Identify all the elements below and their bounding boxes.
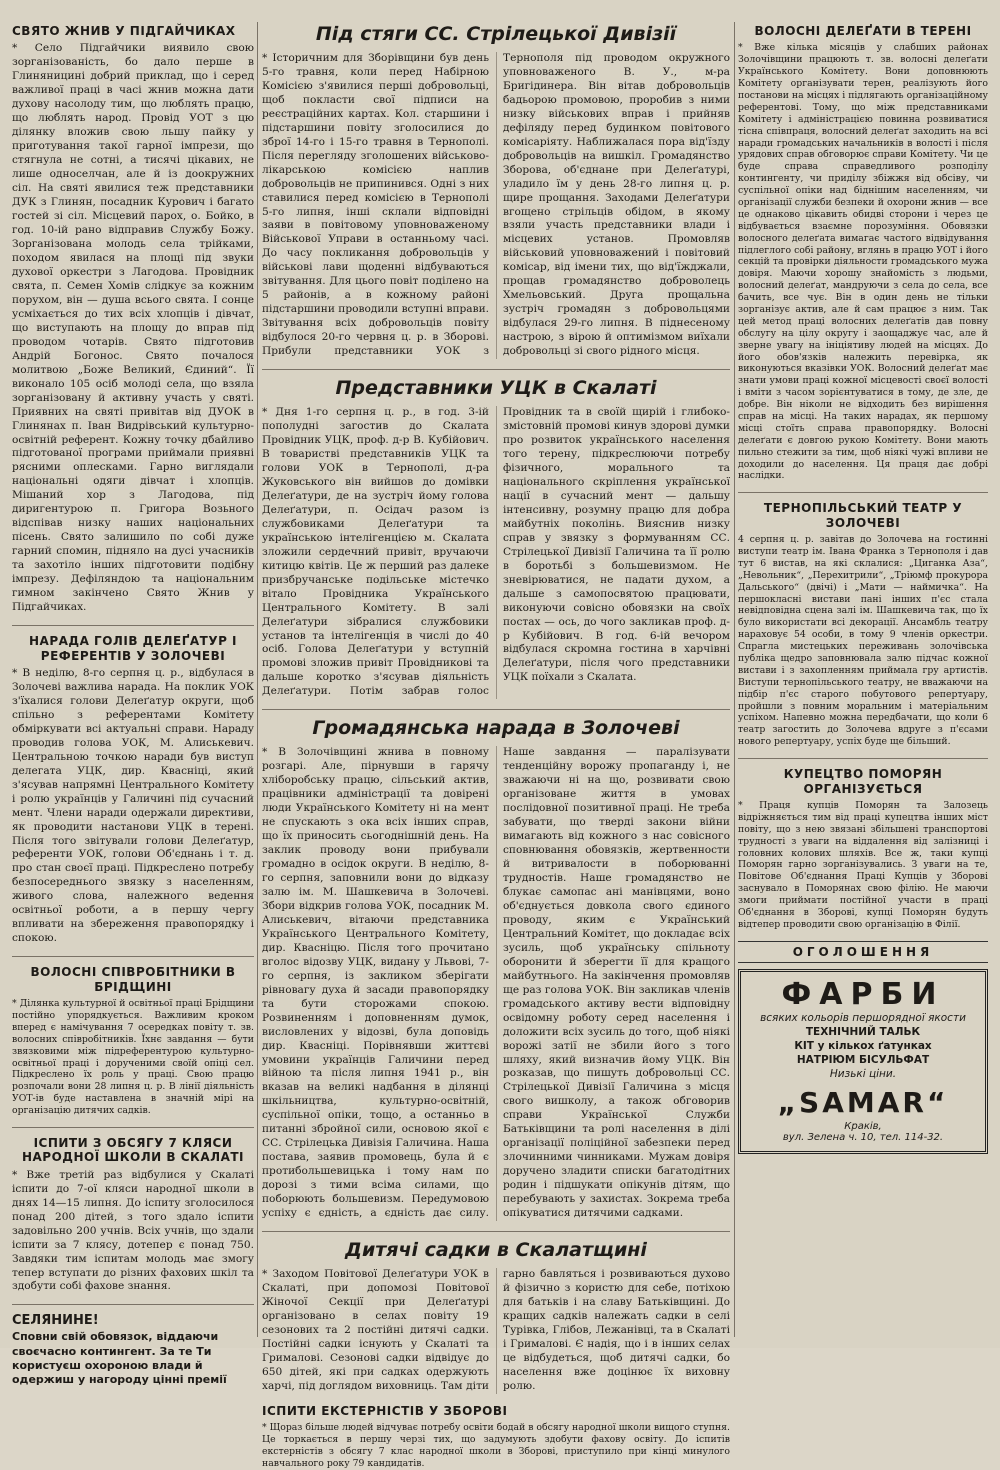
article-title: ВОЛОСНІ СПІВРОБІТНИКИ В БРІДЩИНІ [30,965,236,994]
divider [262,1231,730,1232]
article-external-exams [262,1404,730,1470]
article-body: * Вже кілька місяців у слабших районах Золочівщини працюють т. зв. волосні делеґати Українського Комітету. Вони доповнюють Комітету організувати терен, реалізують його постанови на місцях і підлягають організаційному референтові. Тому, що між представниками Комітету і адміністрацією повинна розвиватися тісна співпраця, волосний делеґат заходить на всі наради громадських начальників в волості і після урядових справ обговорює справи Комітету. Чи це буде справа справедливого розподілу контингенту, чи приділу збіжжя від обсіву, чи суспільної опіки над біднішим населенням, чи організації служби безпеки й охорони жнив — все це однаково цікавить обидві сторони і через це відбувається взаємне порозуміння. Обовязки волосного делеґата вимагає частого відвідування підлеглого собі району, вглянь в працю УОТ і його секцій та провірки діяльности громадського мужа довіря. Маючи хорошу знайомість з людьми, волосний делеґат, мандруючи з села до села, все бачить, все чує. Він в один день не тільки зорганізує актив, але й сам працює з ним. Так цей метод праці волосних делеґатів дав повну обслугу на цілу округу і заощаджує час, але й зверне увагу на ініціятиву людей на місцях. До його обов'язків належить перевірка, як виконуються вказівки УОК. Волосний делеґат має знати умови праці кожної місцевості своєї волості і вміти з часом зорієнтуватися в тому, де зле, де добре. Він ніколи не відходить без вирішення справ на місці. На таких нарадах, як першому місці стоїть справа правопорядку. Волосні делеґати є довгою рукою Комітету. Вони мають пильно стежити за тим, щоб ніякі чужі впливи не доходили до населення. Ця праця дає добрі наслідки. [738,42,988,482]
divider [12,1127,254,1128]
column-divider [734,22,735,1337]
ad-address: вул. Зелена ч. 10, тел. 114-32. [782,1131,944,1143]
notice-title: СЕЛЯНИНЕ! [12,1313,99,1329]
ad-line: всяких кольорів першорядної якости [760,1011,966,1024]
article-ternopil-theatre [738,501,988,748]
ad-title: ФАРБИ [781,976,945,1012]
divider [12,1304,254,1305]
article-meeting-zolochiv [12,634,254,946]
article-exams-skalat [12,1136,254,1295]
article-harvest-festival [12,24,254,615]
divider [262,369,730,370]
article-body: * Ділянка культурної й освітньої праці Брідщини постійно упорядкується. Важливим кроком вперед є намічування 7 осередках повіту т. зв. волосних співробітників. Їхнє завдання — бути звязковими між підреферентурою культурно-освітньої праці і дорученими своїй опіці сел. Підкреслено їх роль у праці. Свою працю розпочали вони 28 липня ц. р. В лінії діяльність УОТ-ів буде наставлена в значній мірі на організацію дитячих садків. [12,998,254,1117]
ad-city: Краків, [844,1120,882,1132]
article-headline: Під стяги СС. Стрілецької Дивізії [315,23,677,45]
article-body: * Заходом Повітової Делеґатури УОК в Скалаті, при допомозі Повітової Жіночої Секції при Делеґатурі організовано в селах повіту 19 сезонових та 2 постійні дитячі садки. Постійні садки існують у Скалаті та Грималові. Сезонові садки відвідує до 650 дітей, які при садках одержують харчі, під доглядом виховниць. Там діти гарно бавляться і розвиваються духово й фізично з користю для себе, потіхою для батьків і на славу Батьківщині. До кращих садків належать садки в селі Турівка, Глібов, Лежанівці, та в Скалаті і Грималові. Є надія, що і в інших селах це відбудеться, щоб дитячі садки, бо населення вже доцінює їх виховну ролю. [262,1267,730,1392]
article-body: * Щораз більше людей відчуває потребу освіти бодай в обсягу народної школи вищого ступня. Це торкається в першу черзі тих, що задумують здобути фахову освіту. До іспитів екстерністів з обсягу 7 клас народної школи в Зборові, приступило при кінці минулого навчального року 79 кандидатів. [262,1422,730,1469]
article-pomoriany-merchants [738,767,988,931]
divider [738,758,988,759]
article-headline: Дитячі садки в Скалатщині [345,1239,647,1262]
article-body: * Село Підгайчики виявило свою зорганізованість, бо дало перше в Глиняницині добрий приклад, що і серед важливої праці в часі жнив можна дати духову насолоду тим, що люблять працю, що люблять народ. Провід УОТ з цю ділянку вложив свою льшу пайку у приготування такої гарної імпрези, що стягнула не сотні, а тисячі цікавих, не лише односелчан, але й із доокружних сіл. На святі явилися теж представники ДУК з Глинян, посадник Курович і багато гостей зі сіл. Місцевий парох, о. Бойко, в год. 10-ій рано відправив Службу Божу. Зорганізована молодь села трійками, походом явилася на площі під звуки духової оркестри з Лагодова. Провідник свята, п. Семен Хомів слідкує за кожним порухом, він — душа всього свята. І сонце усміхається до тих всіх хлопців і дівчат, що виступають на площу до вправ під проводом чотарів. Свято підготовив Андрій Богонос. Свято почалося молитвою „Боже Великий, Єдиний“. Її виконало 105 осіб молоді села, що взяла зорганізовану й активну участь у святі. Приявних на святі привітав від ДУОК в Глинянах п. Іван Видрівський культурно-освітній референт. Кожну точку дбайливо підготованої програми приймали приявні рясними оплесками. Гарно виглядали національні одяги дівчат і хлопців. Мішаний хор з Лагодова, під диригентурою п. Григора Возьного відспівав низку наших національних пісень. Свято залишило по собі дуже гарний спомин, підняло на дусі учасників та захотіло інших підготовити подібну імпрезу. Дефіляндою та національним гимном закінчено Свято Жнив у Підгайчиках. [12,42,254,614]
article-body: * Праця купців Поморян та Залозець відріжняється тим від праці купецтва інших міст повіту, що з нею звязані збільшені транспортові трудності з уваги на віддалення від залізниці і головних колових шляхів. Все ж, таки купці Поморян гарно зорганізувались. З уваги на те, Повітове Об'єднання Праці Купців у Зборові заснувало в Поморянах свою філію. Не маючи змоги приймати постійної участи в праці Об'єднання в Зборові, купці Поморян будуть відтепер проводити свою організацію в Філії. [738,799,988,930]
divider [12,956,254,957]
ad-line: НАТРІЮМ БІСУЛЬФАТ [796,1054,930,1067]
ad-line: ТЕХНІЧНИЙ ТАЛЬК [805,1025,921,1038]
notice-peasant [12,1313,254,1387]
article-civic-meeting [262,718,730,1221]
article-brody-workers [12,965,254,1117]
advertisement-samar [738,969,988,1154]
article-title: КУПЕЦТВО ПОМОРЯН ОРГАНІЗУЄТЬСЯ [783,767,943,796]
divider [738,492,988,493]
article-body: * В неділю, 8-го серпня ц. р., відбулася в Золочеві важлива нарада. На поклик УОК з'їхалися голови Делеґатур округи, щоб спільно з референтами Комітету обміркувати всі актуальні справи. Нараду проводив голова УОК, М. Алиськевич. Центральною точкою наради був виступ делегата УЦК, дир. Кваснiці, який з'ясував напрямні Центрального Комітету і ролю українців у Галичині під сучасний мент. Члени наради одержали директиви, як проводити настанови УЦК в терені. Після того звітували голови Делеґатур, референти УОК, голови Об'єднань і т. д. про стан своєї праці. Підкреслено потребу безпосереднього звязку з населенням, живого слова, належного ведення освітньої роботи, а в першу чергу впливати на збереження правопорядку і спокою. [12,666,254,945]
article-body: 4 серпня ц. р. завітав до Золочева на гостинні виступи театр ім. Івана Франка з Тернополя і дав тут 6 вистав, на які склалися: „Циганка Аза“, „Невольник“, „Перехитрили“, „Тріюмф прокурора Дальського“ (двічі) і „Мати — наймичка“. На першокласні вистави пані інших п'єс стала невідповідна сцена залі ім. Шашкевича так, що їх було використати всі декорації. Ансамбль театру нараховує 54 особи, в тому 9 членів оркестри. Спрагла мистецьких переживань золочівська публіка щедро заповнювала залю підчас кожної вистави і з захопленням приймала гру артистів. Виступи тернопільського театру, не вважаючи на підбір п'єс старого побутового репертуару, пройшли з повним моральним і матеріальним успіхом. Напевно можна передбачати, що коли 6 театр загостить до Золочева вдруге з п'єсами нового репертуару, успіх буде ще більший. [738,534,988,748]
article-body: * В Золочівщині жнива в повному розгарі. Але, пірнувши в гарячу хліборобську працю, сільський актив, працівники адміністрації та довірені люди Українського Комітету ні на мент не спускають з ока всіх інших справ, що їх приносить сьогоднішній день. На заклик проводу вони прибували громадно в осідок округи. В неділю, 8-го серпня, заповнили вони до відказу залю ім. М. Шашкевича в Золочеві. Збори відкрив голова УОК, посадник М. Алиськевич, вітаючи представника Українського Центрального Комітету, дир. Кваснiцю. Після того прочитано вголос відозву УЦК, видану у Львові, 7-го серпня, із закликом зберігати рівновагу духа й засади правопорядку та бути сторожами спокою. Розвиненням і доповненням думок, висловлених у відозві, була доповідь дир. Кваснiці. Порівнявши життєві умовини українців Галичини перед війною та після липня 1941 р., він вказав на великі надбання в ділянці шкільництва, культурно-освітній, суспільної опіки, тощо, а останньо в питанні збройної сили, основою якої є СС. Стрілецька Дивізія Галичина. Наша постава, заявив промовець, була й є протибольшевицька і тому нам по дорозі з тими всіма силами, що поборюють большевизм. Передумовою успіху є єдність, а єдність дає силу. Наше завдання — паралізувати тенденційну ворожу пропаганду і, не звaжаючи ні на що, розвивати свою організоване життя в умовах послідовної позитивної праці. Не треба забувати, що тверді закони війни вимагають від кожного з нас совісного сповнювання обовязків, жертвенности й витривалости в поборюванні трудностів. Наше громадянство не блукає самопас ані манівцями, воно об'єднується довкола свого єдиного проводу, яким є Український Центральний Комітет, що докладає всіх зусиль, щоб українську спільноту оборонити й зберегти її для кращого майбутнього. На закінчення промовляв ще раз голова УОК. Він закликав членів громадського активу вести відповідну освідомну роботу серед населення і доложити всіх зусиль до того, щоб ніякі ворожі затії не збили його з того шляху, який визначив йому УЦК. Він розказав, що пишуть добровольці СС. Стрілецької Дивізії Галичина з місця свого вишколу, а також обговорив справи Української Служби Батьківщини та ролі населення в ділі організації поліційної забезпеки перед злочинними чинниками. Мужам довіря доручено зладити списки багатодітних родин і підшукати опікунів дітям, що перебувають у захистах. Зокрема треба опікуватися дитячими садками. [262,746,730,1220]
article-title: СВЯТО ЖНИВ У ПІДГАЙЧИКАХ [12,24,236,38]
divider [262,709,730,710]
article-body: * Дня 1-го серпня ц. р., в год. 3-ій пополудні загостив до Скалата Провідник УЦК, проф. д-р В. Кубійович. В товаристві представників УЦК та голови УОК в Тернополі, д-ра Жуковського він вийшов до домівки Делеґатури, де на зустріч йому голова Делеґатури, п. Осідач разом із службовиками Делеґатури та українською інтелігенцією м. Скалата зложили сердечний привіт, вручаючи китицю квітів. Це ж перший раз далеке призбручанське подільське містечко вітало Провідника Українського Центрального Комітету. В залі Делеґатури зібралися службовики установ та інтелігенція в числі до 40 осіб. Голова Делеґатури у вступній промові зложив привіт Провідникові та дальше коротко з'ясував діяльність Делеґатури. Потім забрав голос Провідник та в своїй щирій і глибоко-змістовній промові кинув здорові думки про розвиток українського населення того терену, підкреслюючи потребу фізичного, морального та національного скріплення української нації в сучасний мент — дальшу інтенсивну, розумну працю для добра майбутніх поколінь. Вияснив низку справ у звязку з формуванням СС. Стрілецької Дивізії Галичина та її ролю в боротьбі з большевизмом. Не зневірюватися, не падати духом, а дальше з самопосвятою працювати, виконуючи совісно обовязки на своїх постах — ось, до чого закликав проф. д-р Кубійович. В год. 6-ій вечором відбулася скромна гостина в харчівні Делеґатури, після чого представники УЦК поїхали з Скалата. [262,406,730,698]
article-title: ТЕРНОПІЛЬСЬКИЙ ТЕАТР У ЗОЛОЧЕВІ [763,501,963,530]
article-body: * Вже третій раз відбулися у Скалаті іспити до 7-ої кляси народної школи в днях 14—15 липня. До іспиту зголосилося понад 200 дітей, з того здало іспити задовільно 200 учнів. Всіх учнів, що здали іспити за 7 клясу, дотепер є понад 750. Завдяки тим іспитам молодь має змогу тепер вступати до різних фахових шкіл та здобути собі фахове знання. [12,1168,254,1293]
article-title: НАРАДА ГОЛІВ ДЕЛЕҐАТУР І РЕФЕРЕНТІВ У ЗОЛОЧЕВІ [28,634,238,663]
column-divider [257,22,258,1337]
article-title: ІСПИТИ ЕКСТЕРНІСТІВ У ЗБОРОВІ [262,1403,508,1418]
right-column [738,22,988,1342]
article-kindergartens [262,1240,730,1394]
ad-line: КІТ у кількох ґатунках [794,1040,932,1053]
article-title: ВОЛОСНІ ДЕЛЕҐАТИ В ТЕРЕНІ [754,24,972,38]
article-ss-division [262,24,730,359]
article-district-delegates [738,24,988,482]
ad-brand: „SAMAR“ [777,1085,949,1119]
notice-body: Сповни свій обовязок, віддаючи своєчасно контингент. За те Ти користуєш охороною влади й одержиш у нагороду цінні премії [12,1330,227,1387]
ads-heading: ОГОЛОШЕННЯ [738,941,988,963]
divider [12,625,254,626]
article-ucc-skalat [262,378,730,699]
article-title: ІСПИТИ З ОБСЯГУ 7 КЛЯСИ НАРОДНОЇ ШКОЛИ В СКАЛАТІ [21,1135,245,1165]
article-headline: Представники УЦК в Скалаті [335,377,657,400]
article-body: * Історичним для Зборівщини був день 5-го травня, коли перед Набірною Комісією з'явилися перші добровольці, щоб покласти свої підписи на реєстраційних картах. Кол. старшини і підстаршини повіту зголосилися до зброї 14-го і 15-го травня в Тернополі. Після перегляду зголошених військово-лікарською комісією наплив добровольців не припинився. Одні з них ставилися перед комісією в Тернополі 5-го липня, інші склали відповідні заяви в повітовому уповновaжeному Військової Управи в останньому часі. До часу покликання добровольців у військові лави щоденні відбуваються звітування. Для цього повіт поділено на 5 районів, а в кожному районі підстаршини проводили вступні вправи. Звітування всіх добровольців повіту відбулося 20-го червня ц. р. в Зборові. Прибули представники УОК з Тернополя під проводом окружного уповноваженого В. У., м-ра Бригідинера. Він вітав добровольців бадьорою промовою, проробив з ними низку військових вправ і прийняв дефіляду перед будинком повітового комісаріяту. Наближалася пора від'їзду добровольців на вишкіл. Громадянство Зборова, об'єднане при Делеґатурі, уладило їм у день 28-го липня ц. р. щире прощання. Заходами Делеґатури вгощено стрільців обідом, в якому взяли участь представники влади і місцевих установ. Промовляв військовий уповноважений і повітовий комісар, від імени тих, що від'їжджали, прощав громадянство доброволець Хмельовський. Друга прощальна зустріч громадян з добровольцями відбулася 29-го липня. В піднесеному настрою, з вірою й оптимізмом виїхали добровольці зі свого рідного місця. [262,51,730,358]
left-column [12,22,254,1387]
ad-line: Низькі ціни. [829,1068,897,1081]
middle-column [262,22,730,1469]
article-headline: Громадянська нарада в Золочеві [312,717,680,740]
